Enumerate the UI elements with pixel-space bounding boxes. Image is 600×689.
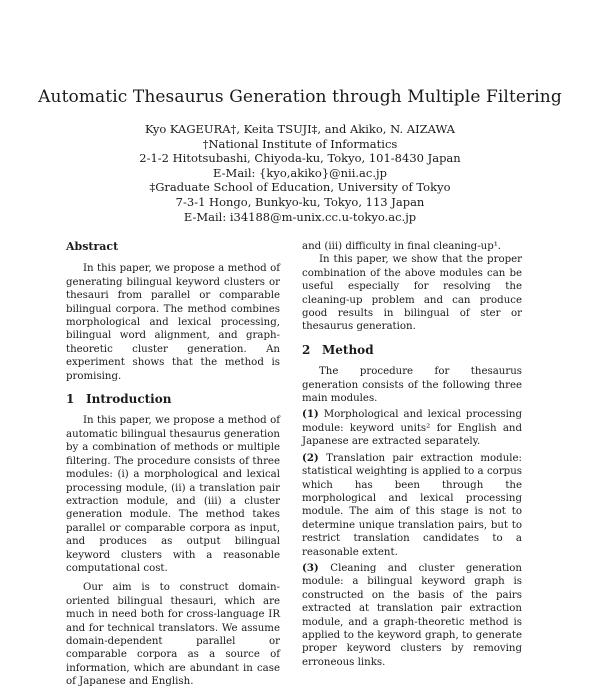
section-1-title: Introduction: [86, 392, 172, 407]
email-1: E-Mail: {kyo,akiko}@nii.ac.jp: [213, 165, 387, 180]
address-2: 7-3-1 Hongo, Bunkyo-ku, Tokyo, 113 Japan: [175, 194, 425, 209]
section-2-title: Method: [322, 342, 374, 357]
right-continuation: and (iii) difficulty in final cleaning-up¹.: [302, 241, 502, 252]
affiliation-2: ‡Graduate School of Education, University of Tokyo: [149, 180, 451, 195]
author-names: Kyo KAGEURA†, Keita TSUJI‡, and Akiko, N. AIZAWA: [144, 122, 455, 136]
right-paragraph-1: In this paper, we show that the proper combination of the above modules can be useful especially for resolving the cleaning-up problem and can produce good results in bilingual of ster or thesaurus generation.: [302, 254, 522, 333]
module-3-label: (3): [302, 561, 319, 574]
email-2: E-Mail: i34188@m-unix.cc.u-tokyo.ac.jp: [183, 209, 417, 224]
paper-title: Automatic Thesaurus Generation through Multiple Filtering: [38, 87, 562, 107]
module-1-label: (1): [302, 408, 319, 421]
module-2: [302, 452, 522, 559]
intro-paragraph-2: Our aim is to construct domain-oriented bilingual thesauri, which are much in need both for cross-language IR and for technical translators. We assume domain-dependent parallel or comparable corpora as a source of information, which are abundant in case of Japanese and English.: [66, 582, 280, 688]
module-2-label: (2): [302, 451, 319, 464]
method-intro: The procedure for thesaurus generation consists of the following three main modules.: [302, 366, 522, 405]
right-column: [302, 240, 522, 669]
module-1: [302, 408, 522, 448]
module-3-text: Cleaning and cluster generation module: a bilingual keyword graph is constructed on the basis of the pairs extracted at translation pair extraction module, and a graph-theoretic method is applied to the keyword graph, to generate proper keyword clusters by removing erroneous links.: [302, 562, 522, 668]
section-1-number: 1: [66, 392, 75, 407]
section-1-heading: [66, 393, 280, 406]
affiliation-1: †National Institute of Informatics: [202, 136, 398, 151]
abstract-text: In this paper, we propose a method of generating bilingual keyword clusters or thesauri from parallel or comparable bilingual corpora. The method combines morphological and lexical processing, bilingual word alignment, and graph-theoretic cluster generation. An experiment shows that the method is promising.: [66, 263, 280, 382]
section-2-number: 2: [302, 342, 311, 357]
left-column: [66, 240, 280, 689]
address-1: 2-1-2 Hitotsubashi, Chiyoda-ku, Tokyo, 101-8430 Japan: [139, 151, 461, 166]
section-2-heading: [302, 344, 522, 357]
module-3: [302, 562, 522, 669]
intro-paragraph-1: In this paper, we propose a method of automatic bilingual thesaurus generation by a combination of methods or multiple filtering. The procedure consists of three modules: (i) a morphological and lexical processing module, (ii) a translation pair extraction module, and (iii) a cluster generation module. The method takes parallel or comparable corpora as input, and produces as output bilingual keyword clusters with a reasonable computational cost.: [66, 415, 280, 574]
author-block: [0, 122, 600, 224]
abstract-heading: Abstract: [66, 240, 119, 253]
module-2-text: Translation pair extraction module: statistical weighting is applied to a corpus which has been through the morphological and lexical processing module. The aim of this stage is not to determine unique translation pairs, but to restrict translation candidates to a reasonable extent.: [302, 452, 522, 558]
module-1-text: Morphological and lexical processing module: keyword units² for English and Japanese are extracted separately.: [302, 409, 522, 448]
